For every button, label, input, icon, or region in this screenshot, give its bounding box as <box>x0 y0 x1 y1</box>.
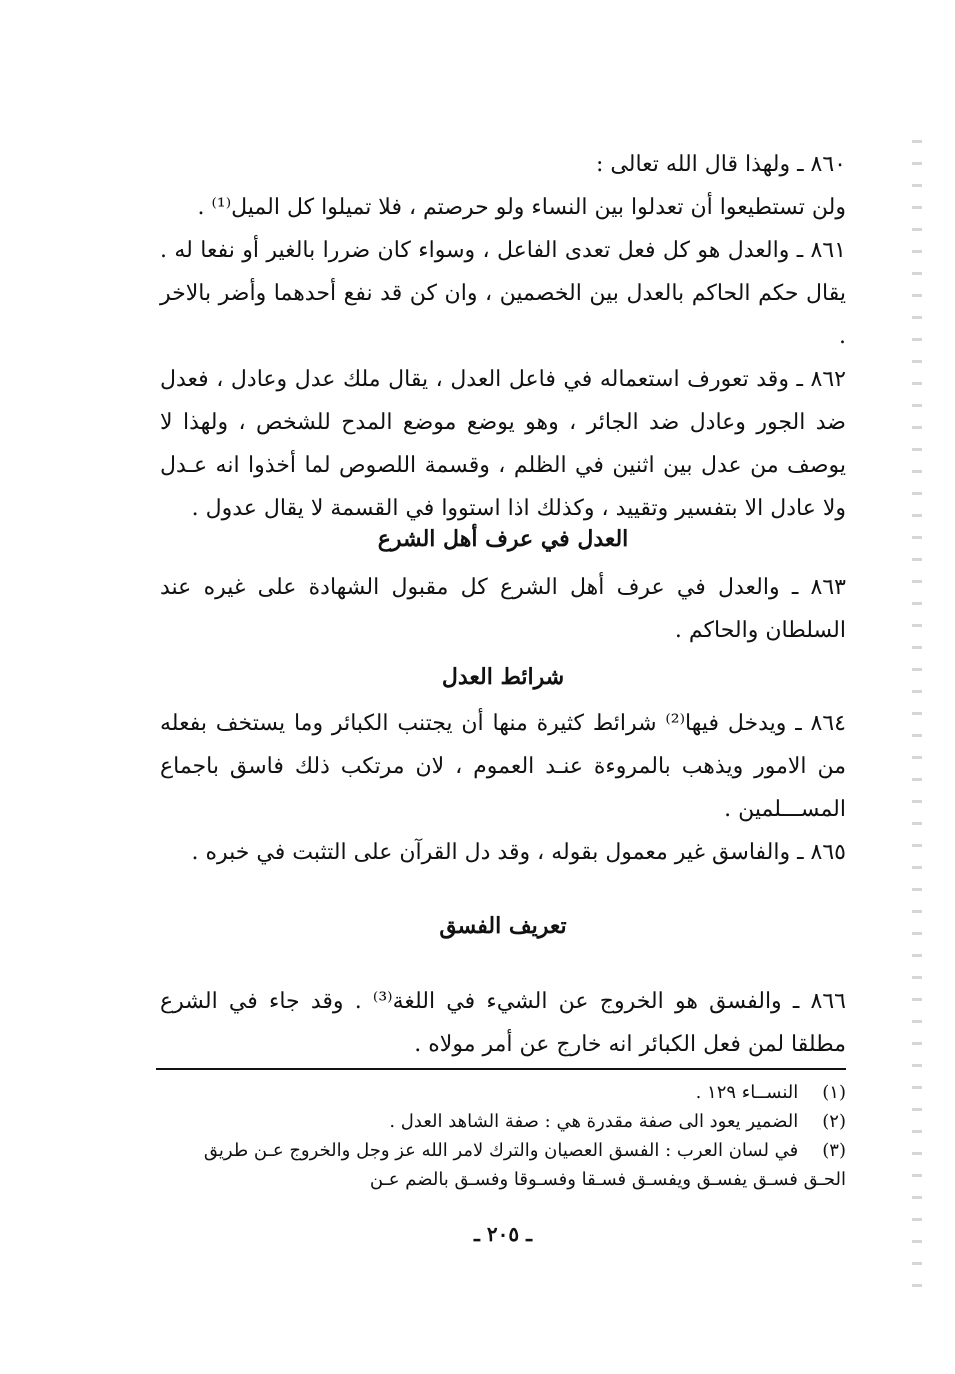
footnote-separator <box>156 1068 846 1070</box>
footnote-2-text: الضمير يعود الى صفة مقدرة هي : صفة الشاهد العدل . <box>389 1111 799 1132</box>
scan-margin-marks <box>912 140 922 1300</box>
paragraph-866: ٨٦٦ ـ والفسق هو الخروج عن الشيء في اللغة⁽³⁾ . وقد جاء في الشرع مطلقا لمن فعل الكبائر انه خارج عن أمر مولاه . <box>160 989 846 1057</box>
paragraph-862: ٨٦٢ ـ وقد تعورف استعماله في فاعل العدل ، يقال ملك عدل وعادل ، فعدل ضد الجور وعادل ضد الجائر ، وهو يوضع موضع المدح للشخص ، ولهذا لا يوصف من عدل بين اثنين في الظلم ، وقسمة اللصوص لما أخذوا انه عـدل ولا عادل الا بتفسير وتقييد ، وكذلك اذا استووا في القسمة لا يقال عدول . <box>160 367 846 521</box>
footnote-2-number: (٢) <box>822 1111 846 1132</box>
footnote-1 <box>160 1078 846 1107</box>
main-text-section-2 <box>160 566 846 652</box>
footnote-3-number: (٣) <box>822 1140 846 1161</box>
footnote-2 <box>160 1107 846 1136</box>
heading-definition-of-fisq: تعريف الفسق <box>439 913 567 939</box>
footnotes <box>160 1078 846 1194</box>
paragraph-860: ٨٦٠ ـ ولهذا قال الله تعالى : <box>596 152 846 177</box>
footnote-1-number: (١) <box>822 1082 846 1103</box>
footnote-3-text: في لسان العرب : الفسق العصيان والترك لامر الله عز وجل والخروج عـن طريق الحـق فسـق يفسـق ويفسـق فسـقا وفسـوقا وفسـق بالضم عـن <box>203 1140 846 1190</box>
paragraph-865: ٨٦٥ ـ والفاسق غير معمول بقوله ، وقد دل القرآن على التثبت في خبره . <box>191 840 846 865</box>
heading-conditions-of-justice: شرائط العدل <box>441 664 565 690</box>
main-text-section-1 <box>160 143 846 530</box>
main-text-section-3 <box>160 702 846 874</box>
quran-verse: ولن تستطيعوا أن تعدلوا بين النساء ولو حرصتم ، فلا تميلوا كل الميل⁽¹⁾ . <box>197 195 846 220</box>
main-text-section-4 <box>160 980 846 1066</box>
paragraph-863: ٨٦٣ ـ والعدل في عرف أهل الشرع كل مقبول الشهادة على غيره عند السلطان والحاكم . <box>160 575 846 643</box>
paragraph-864: ٨٦٤ ـ ويدخل فيها⁽²⁾ شرائط كثيرة منها أن يجتنب الكبائر وما يستخف بفعله من الامور ويذهب بالمروءة عنـد العموم ، لان مرتكب ذلك فاسق باجماع المســـلمين . <box>160 711 846 822</box>
footnote-1-text: النســاء ١٢٩ . <box>695 1082 799 1103</box>
footnote-3 <box>160 1136 846 1194</box>
page-number: ـ ٢٠٥ ـ <box>474 1222 532 1246</box>
heading-justice-in-sharia: العدل في عرف أهل الشرع <box>377 526 629 552</box>
paragraph-861: ٨٦١ ـ والعدل هو كل فعل تعدى الفاعل ، وسواء كان ضررا بالغير أو نفعا له . يقال حكم الحاكم بالعدل بين الخصمين ، وان كن قد نفع أحدهما وأضر بالاخر . <box>160 238 846 349</box>
